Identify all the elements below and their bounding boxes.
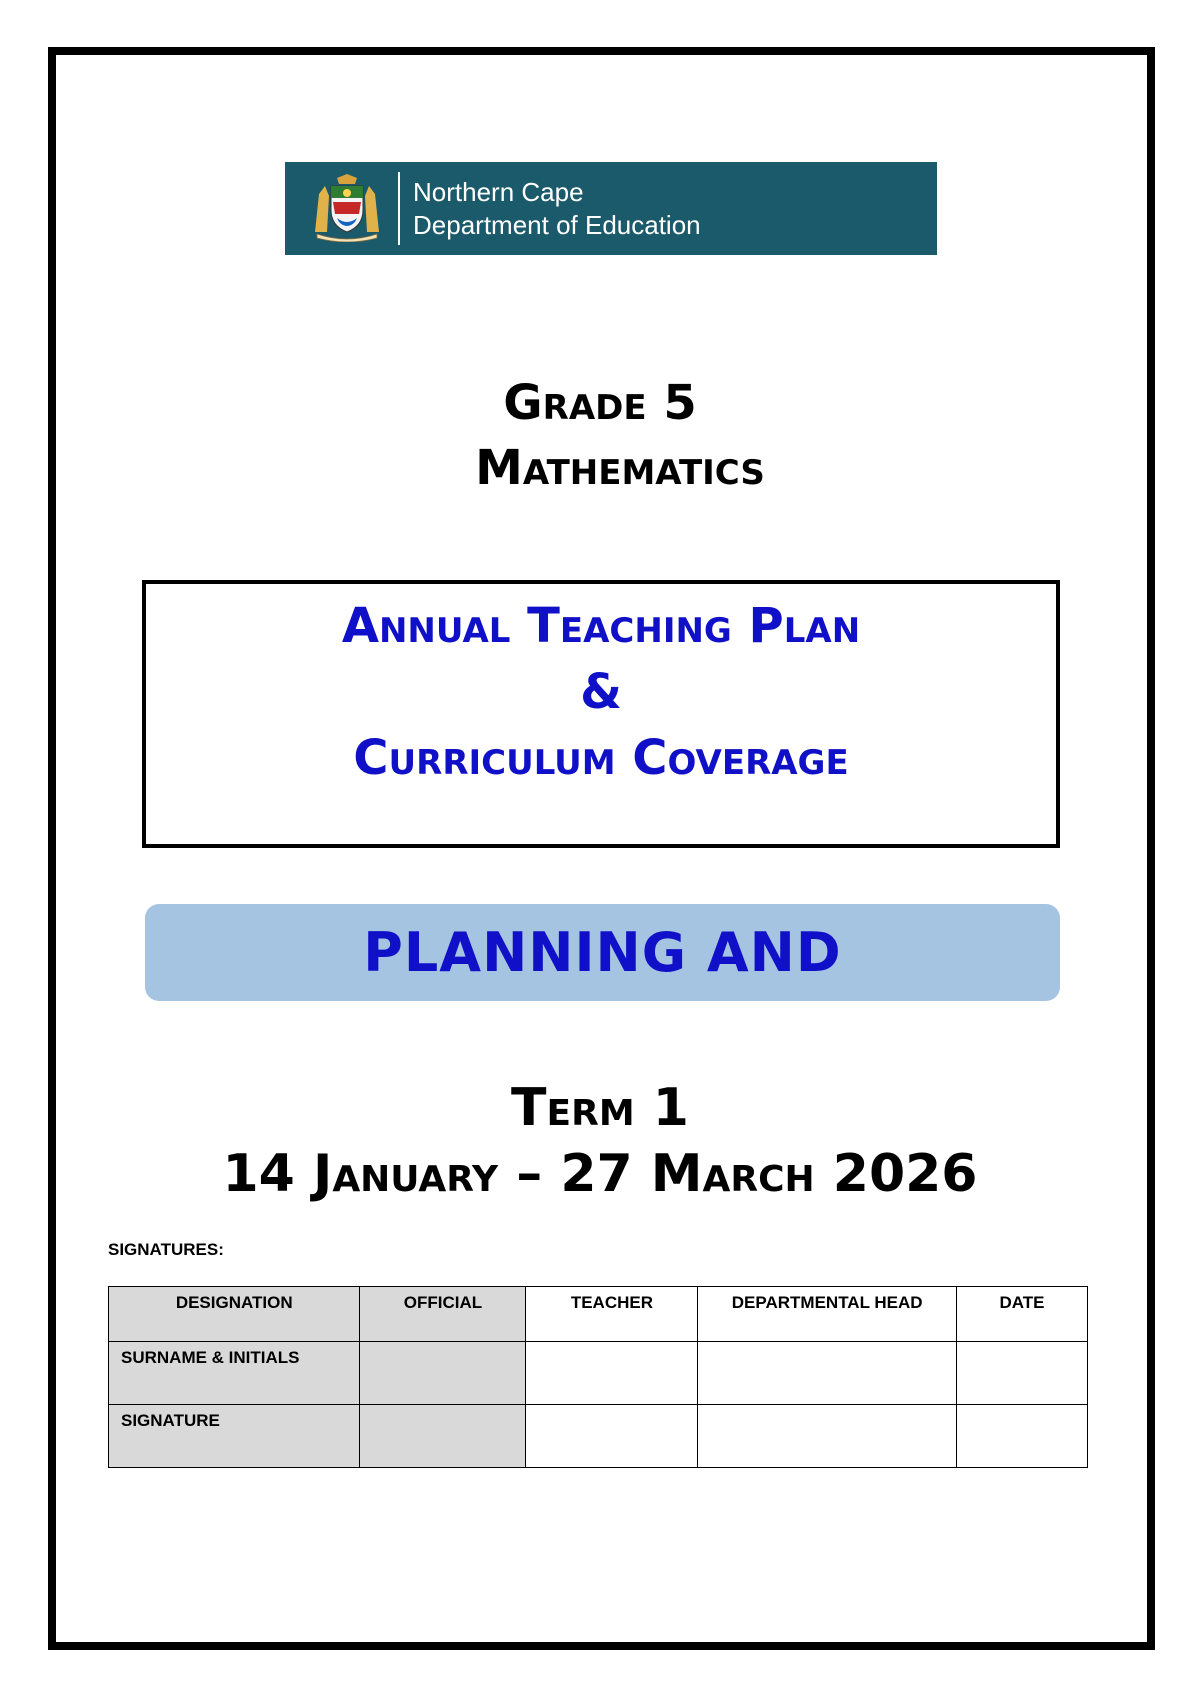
logo-line-1: Northern Cape: [413, 177, 584, 207]
coat-of-arms-icon: [309, 174, 385, 242]
head-signature-cell[interactable]: [698, 1405, 957, 1468]
head-surname-cell[interactable]: [698, 1342, 957, 1405]
planning-banner: [145, 904, 1060, 1001]
grade-title: Grade 5: [503, 375, 697, 431]
table-row: [109, 1405, 1088, 1468]
header-designation: DESIGNATION: [109, 1287, 360, 1342]
signatures-label: SIGNATURES:: [108, 1240, 224, 1259]
logo-divider: [398, 172, 400, 245]
annual-plan-box: [142, 580, 1060, 848]
teacher-signature-cell[interactable]: [526, 1405, 698, 1468]
teacher-surname-cell[interactable]: [526, 1342, 698, 1405]
header-teacher: TEACHER: [526, 1287, 698, 1342]
header-official: OFFICIAL: [360, 1287, 526, 1342]
department-logo: [285, 162, 937, 255]
logo-text: [413, 176, 701, 242]
signatures-table: [108, 1286, 1088, 1468]
date-surname-cell[interactable]: [956, 1342, 1087, 1405]
official-surname-cell[interactable]: [360, 1342, 526, 1405]
logo-line-2: Department of Education: [413, 210, 701, 240]
plan-line-3: Curriculum Coverage: [353, 730, 849, 786]
planning-banner-text: PLANNING AND: [363, 921, 842, 984]
row-label-surname: SURNAME & INITIALS: [109, 1342, 360, 1405]
header-departmental-head: DEPARTMENTAL HEAD: [698, 1287, 957, 1342]
row-label-signature: SIGNATURE: [109, 1405, 360, 1468]
subject-title: Mathematics: [475, 440, 765, 496]
table-row: [109, 1342, 1088, 1405]
table-header-row: [109, 1287, 1088, 1342]
plan-line-2: &: [580, 664, 622, 720]
term-title: Term 1: [511, 1078, 689, 1138]
term-dates: 14 January – 27 March 2026: [222, 1144, 978, 1204]
official-signature-cell[interactable]: [360, 1405, 526, 1468]
date-signature-cell[interactable]: [956, 1405, 1087, 1468]
header-date: DATE: [956, 1287, 1087, 1342]
plan-line-1: Annual Teaching Plan: [341, 598, 861, 654]
